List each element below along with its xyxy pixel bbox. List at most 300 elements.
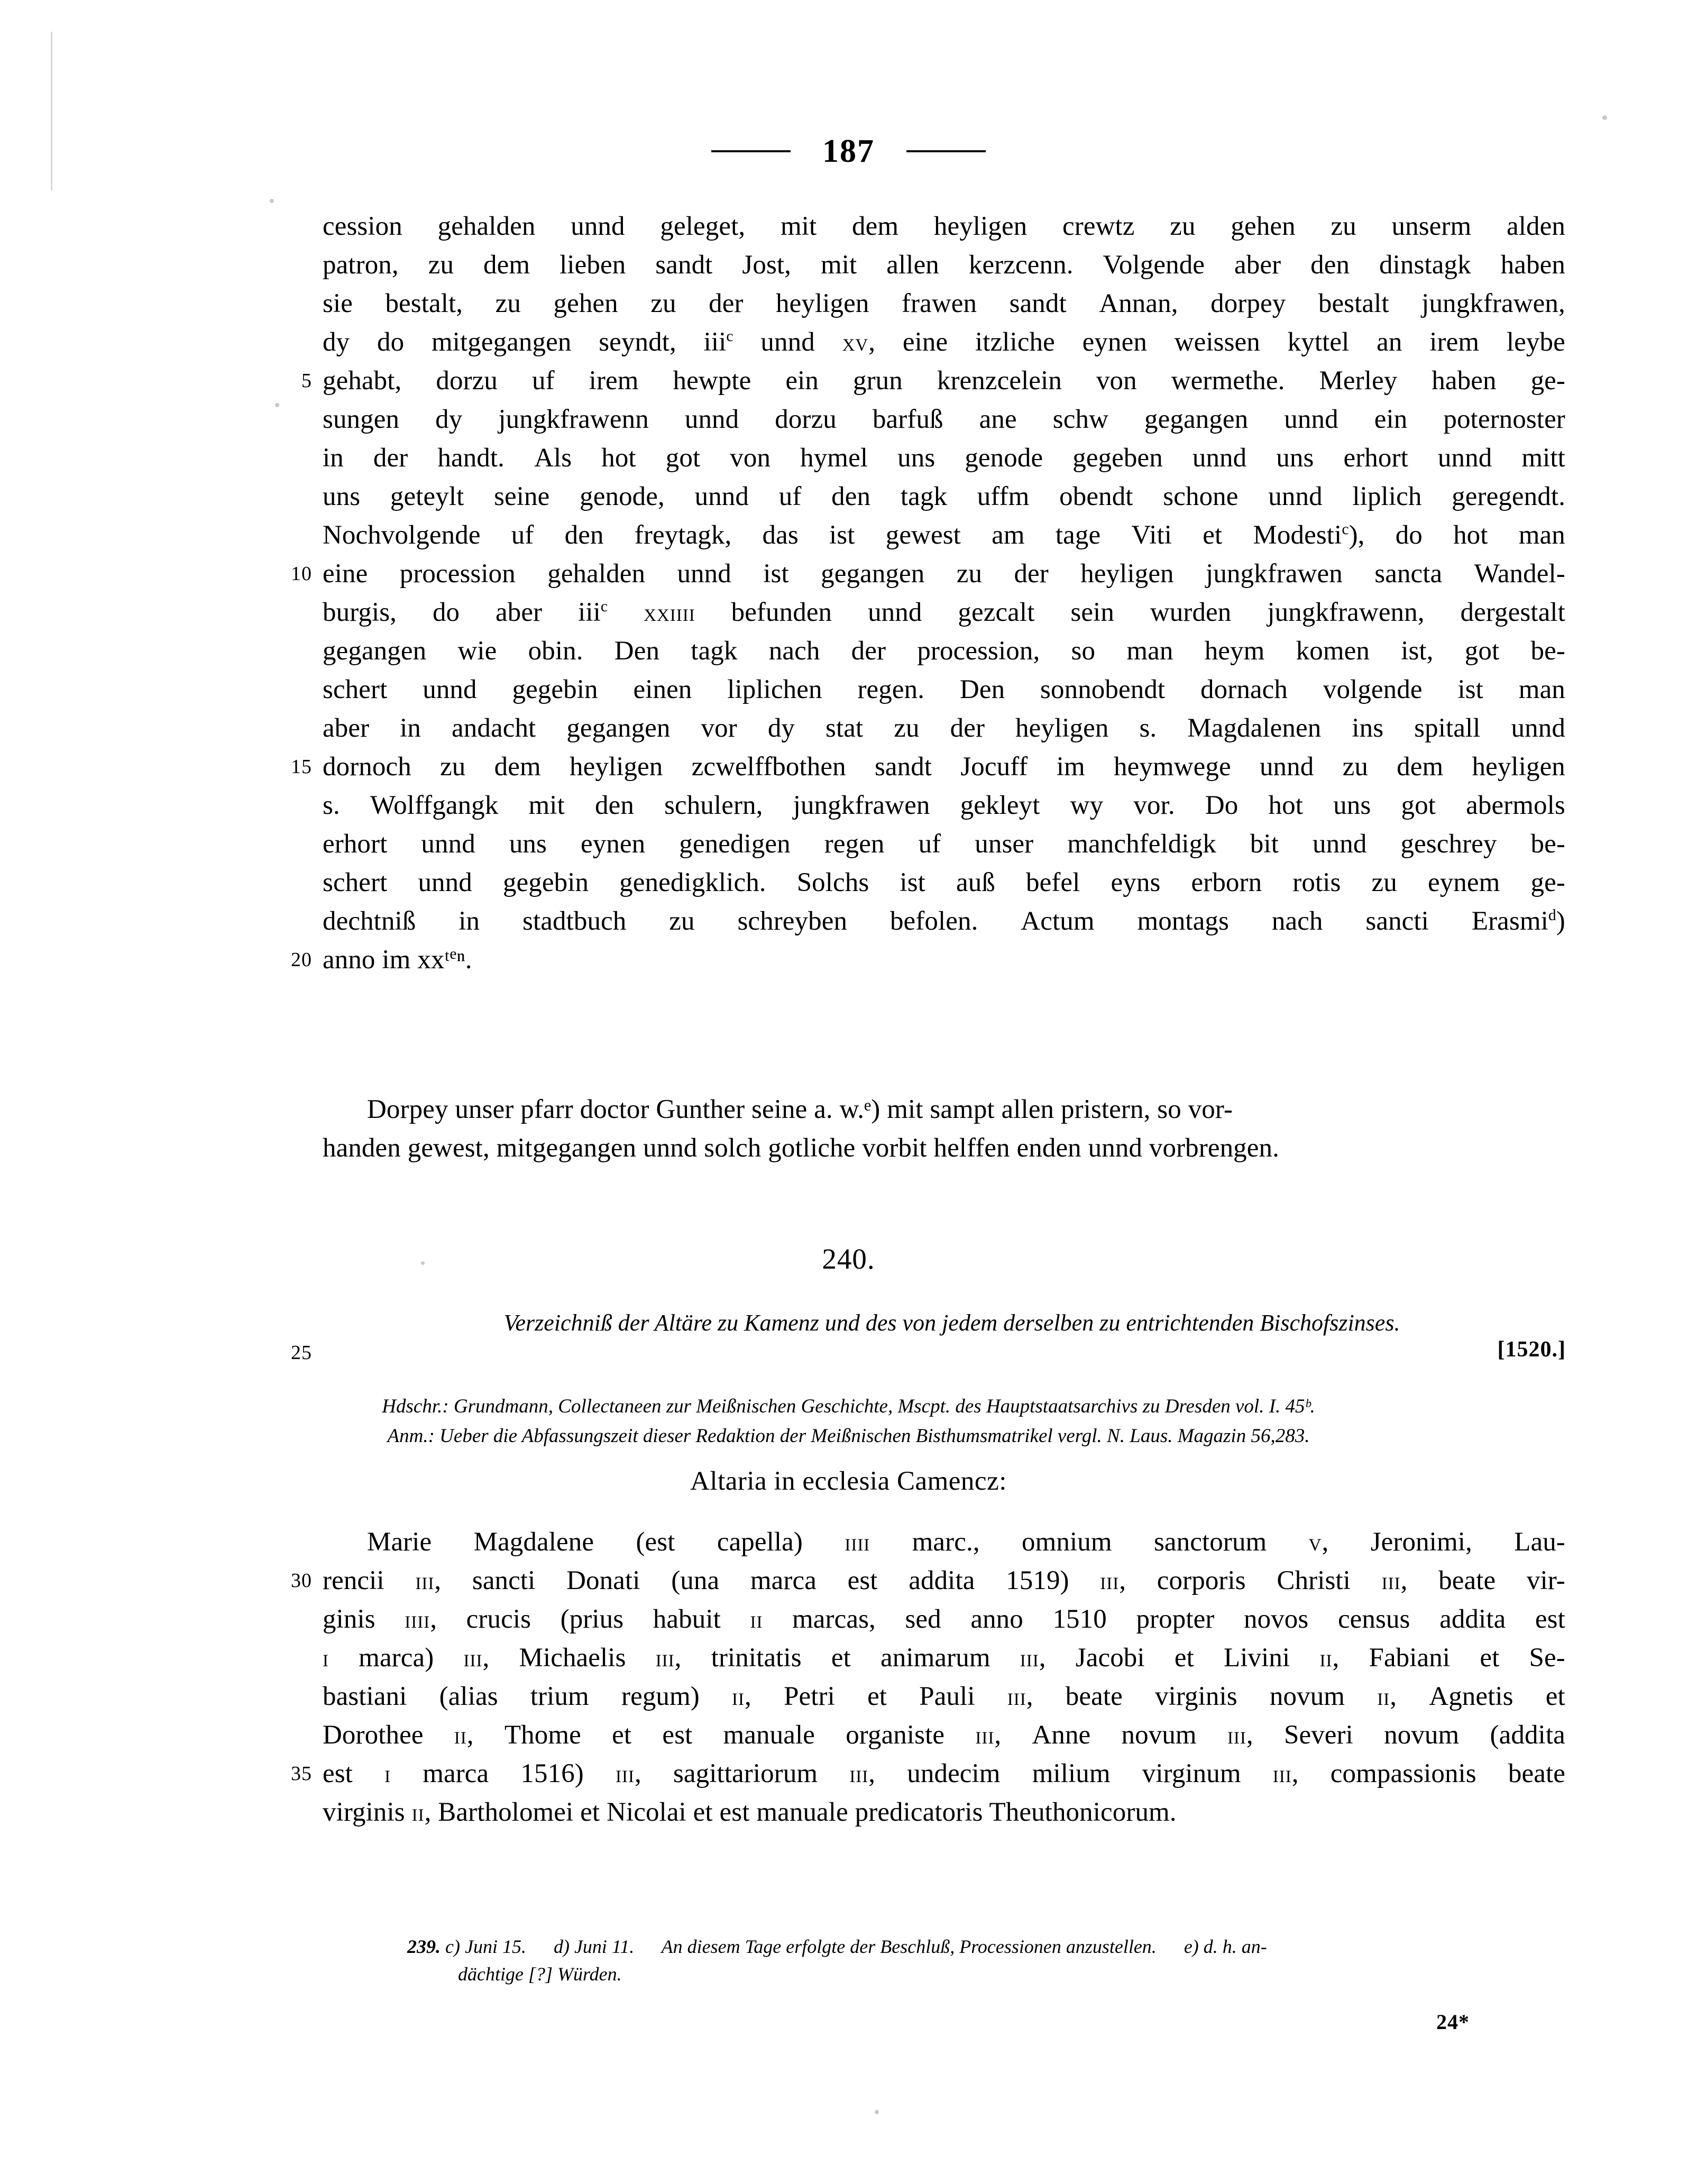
word: kyttel [1287,327,1350,357]
word: krenzcelein [937,366,1062,396]
word: haben [1432,366,1497,396]
word: sandt [1009,289,1067,318]
word: zu [669,906,695,936]
footnote-line-1 [407,1933,1560,1960]
word: marca) [359,1643,434,1673]
word: (est [636,1527,675,1557]
line-number: 5 [301,370,312,392]
document-239-body [291,207,1565,979]
word: uns [1276,443,1314,473]
word: Magdalenen [1187,713,1322,743]
word: sungen [323,405,400,434]
word: et [1480,1643,1500,1673]
word: unnd [421,829,475,859]
word: Petri [784,1682,835,1711]
word: addita [1439,1604,1506,1634]
word: (addita [1490,1720,1565,1750]
word: unser [975,829,1034,859]
word: habuit [653,1604,721,1634]
word: dechtniß [323,906,416,936]
word: ein [1374,405,1408,434]
word: got [1401,791,1436,820]
word: iii, [655,1643,682,1673]
word: volgende [1323,675,1423,704]
word: jungkfrawenn, [1267,598,1425,627]
word: gehalden [437,212,536,241]
word: gehalden [547,559,646,589]
word: (una [671,1566,720,1595]
word: beate [1508,1759,1565,1788]
word: grun [852,366,903,396]
word: gegangen [566,713,671,743]
word: schone [1163,482,1239,511]
word: procession [399,559,516,589]
word: cession [323,212,402,241]
word: sed [905,1604,941,1634]
line-number: 15 [291,756,312,778]
word: unnd [1259,752,1314,782]
word: animarum [880,1643,990,1673]
word: et [867,1682,887,1711]
word: erhort [1343,443,1408,473]
word: aber [1234,250,1281,280]
word: eine [902,327,948,357]
word: haben [1500,250,1565,280]
word: Den [959,675,1005,704]
word: anno [970,1604,1023,1634]
word: aber [496,598,543,627]
word: nach [1271,906,1323,936]
word: iii, [1007,1682,1033,1711]
word: regum) [621,1682,700,1711]
word: seine [494,482,550,511]
word: den [831,482,871,511]
word: obendt [1059,482,1133,511]
word: Volgende [1103,250,1205,280]
word: irem [1429,327,1480,357]
word: unnd [1284,405,1338,434]
footnote-e-text: d. h. an- [1203,1936,1267,1957]
word: dem [494,752,541,782]
word: handt. [437,443,505,473]
word: be- [1530,636,1565,666]
word: gehen [1231,212,1296,241]
word: gezcalt [958,598,1035,627]
word: iii, [1381,1566,1408,1595]
word: Wolffgangk [370,791,499,820]
word: nach [768,636,820,666]
word: uf [511,520,534,550]
word: mitgegangen [431,327,572,357]
word: seyndt, [599,327,676,357]
footnote-d-text: Juni 11. [574,1936,635,1957]
word: (alias [439,1682,498,1711]
word: unserm [1391,212,1472,241]
transcription-line [323,1600,1565,1639]
line-text: virginis ii, Bartholomei et Nicolai et est manuale predicatoris Theuthonicorum. [323,1797,1177,1827]
word: sanctorum [1153,1527,1267,1557]
transcription-line [323,902,1565,941]
word: kerzcenn. [968,250,1074,280]
word: et [1174,1643,1194,1673]
word: patron, [323,250,399,280]
header-rule-left [711,150,791,152]
word: compassionis [1330,1759,1476,1788]
word: jungkfrawen [793,791,930,820]
word: mit [780,212,817,241]
word: dem [483,250,530,280]
word: Christi [1277,1566,1351,1595]
word: bit [1250,829,1279,859]
word: in [400,713,421,743]
word: gegebin [502,868,589,897]
word: trinitatis [711,1643,802,1673]
word: ist [900,868,925,897]
word: do [377,327,405,357]
word: Merley [1319,366,1398,396]
transcription-line [323,786,1565,825]
word: 1510 [1052,1604,1107,1634]
line-number: 10 [291,563,312,585]
transcription-line [323,323,1565,362]
word: Agnetis [1429,1682,1513,1711]
word: mit [528,791,565,820]
word: abermols [1466,791,1565,820]
word: allen [886,250,939,280]
word: Severi [1284,1720,1353,1750]
word: zu [495,289,521,318]
footnote-c-label: c) [445,1936,460,1957]
word: wermethe. [1171,366,1285,396]
word: Thome [504,1720,581,1750]
word: unnd [684,405,739,434]
transcription-line [291,555,1565,593]
word: manuale [723,1720,815,1750]
word: i [384,1760,391,1788]
word: hymel [800,443,868,473]
word: alden [1507,212,1565,241]
word: beate [1065,1682,1123,1711]
word: unnd [423,675,477,704]
word: est [662,1720,693,1750]
transcription-line [323,1639,1565,1677]
word: schulern, [664,791,763,820]
word: ii, [454,1720,474,1750]
word: befunden [731,598,832,627]
page-number: 187 [822,133,875,169]
word: Erasmi$^d$) [1471,906,1565,936]
word: Dorothee [323,1720,424,1750]
word: unnd [418,868,472,897]
word: eynen [1082,327,1147,357]
word: iii, [1020,1643,1046,1673]
transcription-line [323,632,1565,671]
word: i [323,1645,329,1672]
word: zu [440,752,466,782]
word: xv, [842,327,876,357]
word: iii$^c$ [578,598,608,627]
word: geschrey [1400,829,1497,859]
word: weissen [1174,327,1260,357]
transcription-line [323,593,1565,632]
word: hot [601,443,636,473]
section-number-240: 240. [822,1243,875,1275]
scan-speck [270,199,274,203]
word: Magdalene [473,1527,594,1557]
transcription-line [323,516,1565,555]
transcription-line [323,246,1565,285]
word: uf [778,482,802,511]
word: einen [633,675,692,704]
word: got [1464,636,1500,666]
word: Actum [1021,906,1095,936]
word: eyns [1111,868,1161,897]
word: gehen [553,289,618,318]
word: est [847,1566,878,1595]
line-number-25: 25 [291,1342,312,1364]
latin-heading: Altaria in ecclesia Camencz: [690,1466,1007,1496]
word: ist [763,559,789,589]
closing-text-1: Dorpey unser pfarr doctor Gunther seine a. w.ᵉ) mit sampt allen pristern, so vor- [367,1095,1233,1124]
word: mitt [1521,443,1565,473]
word: gegangen [1144,405,1249,434]
word: Annan, [1099,289,1178,318]
word: den [595,791,634,820]
word: et [1545,1682,1565,1711]
word: novum [1269,1682,1345,1711]
word: heyligen [1080,559,1174,589]
word: ein [785,366,819,396]
word: an [1377,327,1402,357]
scan-speck [275,403,279,407]
word: (prius [560,1604,624,1634]
word: eine [323,559,368,589]
word: spitall [1414,713,1481,743]
word: burgis, [323,598,397,627]
word: barfuß [872,405,943,434]
transcription-line [323,207,1565,246]
word: geleget, [660,212,746,241]
sheet-signature: 24* [1436,2010,1470,2034]
word: itzliche [975,327,1055,357]
word: unnd [571,212,625,241]
word: man [1126,636,1173,666]
word: dornach [1200,675,1288,704]
word: schreyben [737,906,848,936]
footnote-ref: 239. [407,1936,441,1957]
word: iiii, [405,1604,437,1634]
word: genode, [580,482,665,511]
word: dy [767,713,795,743]
word: wie [457,636,497,666]
word: corporis [1157,1566,1246,1595]
transcription-line [323,400,1565,439]
word: zu [956,559,983,589]
word: trium [530,1682,589,1711]
word: von [1096,366,1137,396]
word: heym [1204,636,1265,666]
word: ist, [1401,636,1434,666]
word: et [612,1720,632,1750]
word: gegangen [821,559,925,589]
word: dergestalt [1460,598,1565,627]
word: ginis [323,1604,375,1634]
word: liplich [1352,482,1422,511]
word: iii, [975,1720,1002,1750]
word: unnd [677,559,731,589]
word: dinstagk [1379,250,1471,280]
word: marca [423,1759,489,1788]
word: genedigklich. [619,868,766,897]
word: am [992,520,1025,550]
word: unnd [760,327,815,357]
word: zcwelffbothen [691,752,846,782]
word: in [458,906,480,936]
word: est [1535,1604,1565,1634]
word: iiii [845,1529,870,1556]
word: geteylt [390,482,464,511]
word: der [851,636,886,666]
closing-line-2 [323,1129,1565,1168]
word: Solchs [796,868,869,897]
word: ist [829,520,855,550]
word: Fabiani [1369,1643,1451,1673]
word: iii, [463,1643,490,1673]
word: uns [897,443,935,473]
word: bestalt [1318,289,1389,318]
footnote-d-note: An diesem Tage erfolgte der Beschluß, Processionen anzustellen. [661,1936,1157,1957]
footnote-e-label: e) [1184,1936,1199,1957]
word: der [373,443,408,473]
word: heyligen [1472,752,1565,782]
word: ii [750,1606,763,1634]
word: auß [956,868,995,897]
word: gegebin [512,675,598,704]
word: zu [1342,752,1368,782]
word: poternoster [1443,405,1565,434]
word: geregendt. [1452,482,1565,511]
word: unnd [868,598,922,627]
transcription-line [323,439,1565,478]
word: gegangen [323,636,427,666]
closing-text-2: handen gewest, mitgegangen unnd solch gotliche vorbit helffen enden unnd vorbrengen. [323,1133,1279,1163]
word: vor [701,713,737,743]
word: den [1310,250,1350,280]
word: dornoch [323,752,411,782]
word: schert [323,675,388,704]
word: zu [1331,212,1356,241]
word: der [709,289,744,318]
word: novos [1244,1604,1309,1634]
word: erhort [323,829,388,859]
word: gegeben [1072,443,1163,473]
word: vor. [1133,791,1175,820]
word: unnd [1313,829,1367,859]
word: das [762,520,799,550]
word: jungkfrawenn [498,405,649,434]
word: regen. [857,675,925,704]
word: be- [1530,829,1565,859]
word: schert [323,868,388,897]
word: heyligen [1015,713,1109,743]
word: befolen. [889,906,978,936]
transcription-line [323,1677,1565,1716]
word: hewpte [673,366,751,396]
word: hot [1453,520,1488,550]
word: Livini [1224,1643,1290,1673]
word: et [831,1643,851,1673]
footnote-d-label: d) [553,1936,570,1957]
word: heyligen [776,289,869,318]
word: Marie [367,1527,432,1557]
word: beate [1438,1566,1496,1595]
line-number: 35 [291,1763,312,1785]
section-240-date: [1520.] [1497,1337,1566,1362]
transcription-line [323,1523,1565,1562]
word: novum [1384,1720,1460,1750]
word: undecim [907,1759,1001,1788]
transcription-line [323,671,1565,709]
word: sandt [874,752,932,782]
word: marca [750,1566,817,1595]
word: 1516) [520,1759,584,1788]
word: der [950,713,985,743]
word: heymwege [1113,752,1231,782]
word: ii, [732,1682,751,1711]
word: unnd [1511,713,1565,743]
transcription-line [323,709,1565,748]
word: s. [323,791,340,820]
word: gehabt, [323,366,402,396]
word: sancta [1374,559,1443,589]
word: iii$^c$ [703,327,733,357]
page-header [0,135,1697,168]
word: mit [821,250,857,280]
word: man [1518,675,1565,704]
word: gekleyt [960,791,1040,820]
word: Jeronimi, [1370,1527,1472,1557]
word: dorzu [775,405,837,434]
scan-speck [1602,115,1607,120]
word: zu [1170,212,1196,241]
word: crewtz [1062,212,1135,241]
word: addita [909,1566,975,1595]
word: so [1071,636,1096,666]
word: Do [1205,791,1239,820]
document-240-body [291,1523,1565,1832]
word: iii, [1272,1759,1299,1788]
word: unnd [1192,443,1247,473]
word: ii, [1319,1643,1340,1673]
word: sein [1070,598,1114,627]
word: freytagk, [634,520,732,550]
word: wurden [1150,598,1232,627]
word: uf [918,829,941,859]
word: wy [1070,791,1104,820]
footnote-block [407,1933,1560,1988]
word: Modesti$^c$), [1253,520,1365,550]
word: dy [435,405,463,434]
word: genode [965,443,1043,473]
closing-line-1 [323,1090,1565,1129]
word: est [323,1759,353,1788]
word: virginum [1142,1759,1241,1788]
footnote-c-text: Juni 15. [464,1936,526,1957]
word: vir- [1526,1566,1565,1595]
word: bestalt, [385,289,463,318]
section-240-annotation: Anm.: Ueber die Abfassungszeit dieser Redaktion der Meißnischen Bisthumsmatrikel vergl. N. Laus. Magazin 56,283. [387,1425,1310,1447]
word: heyligen [933,212,1028,241]
